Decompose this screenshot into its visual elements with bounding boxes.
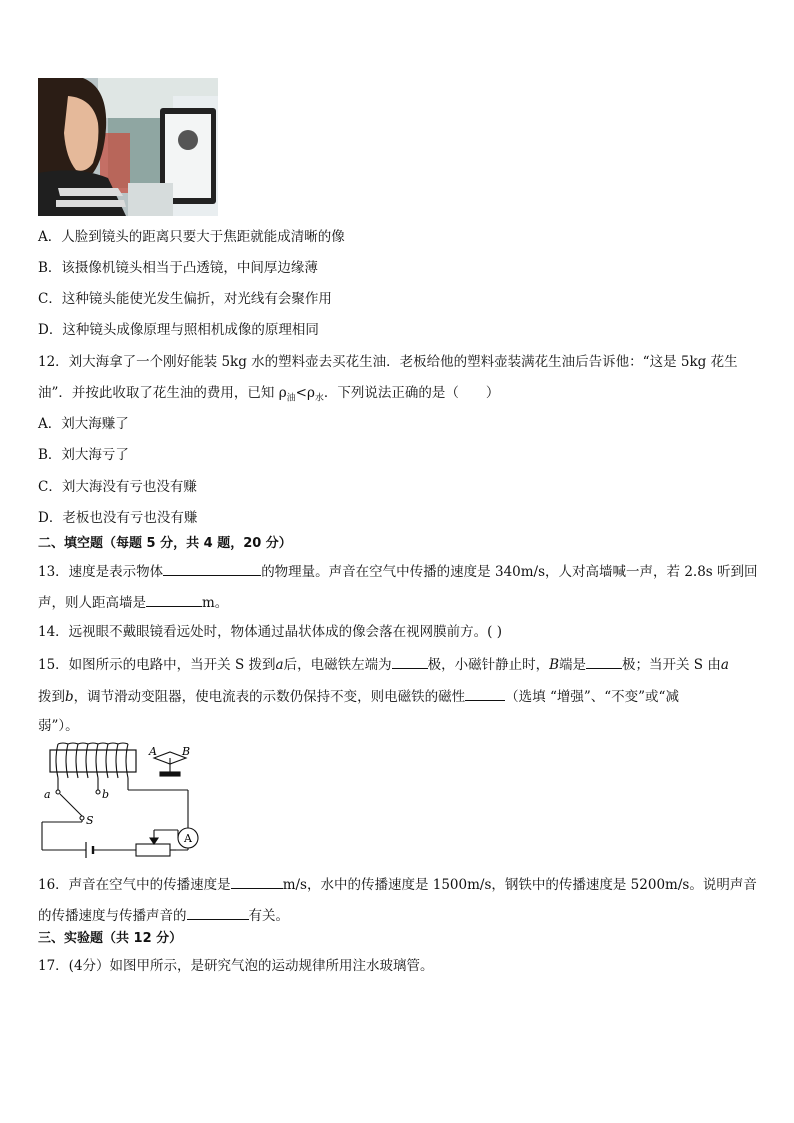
q15-line1: 15．如图所示的电路中，当开关 S 拨到a后，电磁铁左端为 极，小磁针静止时，B端是 极；当开关 S 由a — [38, 654, 729, 674]
q14-text: 14．远视眼不戴眼镜看远处时，物体通过晶状体成的像会落在视网膜前方。( ) — [38, 624, 503, 640]
q15-blank-3[interactable] — [465, 686, 505, 701]
circuit-diagram — [36, 742, 206, 862]
needle-label-b: B — [182, 745, 191, 758]
q11-option-a: A．人脸到镜头的距离只要大于焦距就能成清晰的像 — [38, 229, 345, 245]
q16-blank-1[interactable] — [231, 874, 283, 889]
section-2-title: 二、填空题（每题 5 分，共 4 题，20 分） — [38, 536, 292, 551]
face-recognition-photo — [38, 78, 218, 216]
section-3-title: 三、实验题（共 12 分） — [38, 931, 183, 946]
q11-option-d: D．这种镜头成像原理与照相机成像的原理相同 — [38, 322, 319, 338]
q13-blank-1[interactable] — [163, 561, 261, 576]
q16-blank-2[interactable] — [187, 905, 249, 920]
electromagnet-coil — [56, 743, 128, 778]
q12-option-b: B．刘大海亏了 — [38, 447, 129, 463]
q13-blank-2[interactable] — [146, 592, 202, 607]
switch-label-s: S — [86, 814, 94, 827]
q17-text: 17．(4分）如图甲所示，是研究气泡的运动规律所用注水玻璃管。 — [38, 958, 434, 974]
q15-blank-2[interactable] — [586, 654, 622, 669]
q16-line2: 的传播速度与传播声音的 有关。 — [38, 905, 289, 925]
circuit-wires — [42, 778, 188, 850]
q13-line2: 声，则人距高墙是 m。 — [38, 592, 228, 612]
q11-option-b: B．该摄像机镜头相当于凸透镜，中间厚边缘薄 — [38, 260, 318, 276]
q12-stem-line1: 12．刘大海拿了一个刚好能装 5kg 水的塑料壶去买花生油．老板给他的塑料壶装满花生油后告诉他：“这是 5kg 花生 — [38, 354, 738, 370]
q12-option-a: A．刘大海赚了 — [38, 416, 129, 432]
q13-line1: 13．速度是表示物体 的物理量。声音在空气中传播的速度是 340m/s，人对高墙喊一声，若 2.8s 听到回 — [38, 561, 758, 581]
electromagnet-core — [50, 750, 136, 772]
q12-stem-line2: 油”．并按此收取了花生油的费用，已知 $\rho_油<\rho_水$．下列说法正确的是（ ） — [38, 385, 500, 404]
q15-blank-1[interactable] — [392, 654, 428, 669]
q15-line3: 弱”）。 — [38, 718, 79, 734]
q12-option-c: C．刘大海没有亏也没有赚 — [38, 479, 197, 495]
needle-label-a: A — [149, 745, 157, 758]
q16-line1: 16．声音在空气中的传播速度是 m/s，水中的传播速度是 1500m/s，钢铁中的传播速度是 5200m/s。说明声音 — [38, 874, 757, 894]
svg-text:A: A — [184, 832, 192, 845]
q15-line2: 拨到b，调节滑动变阻器，使电流表的示数仍保持不变，则电磁铁的磁性 （选填 “增强”、“不变”或“减 — [38, 686, 679, 706]
ammeter-icon — [178, 828, 198, 848]
battery-icon — [86, 842, 93, 858]
q11-option-c: C．这种镜头能使光发生偏折，对光线有会聚作用 — [38, 291, 332, 307]
switch-label-a: a — [44, 788, 51, 801]
switch-label-b: b — [102, 788, 110, 801]
q12-option-d: D．老板也没有亏也没有赚 — [38, 510, 198, 526]
